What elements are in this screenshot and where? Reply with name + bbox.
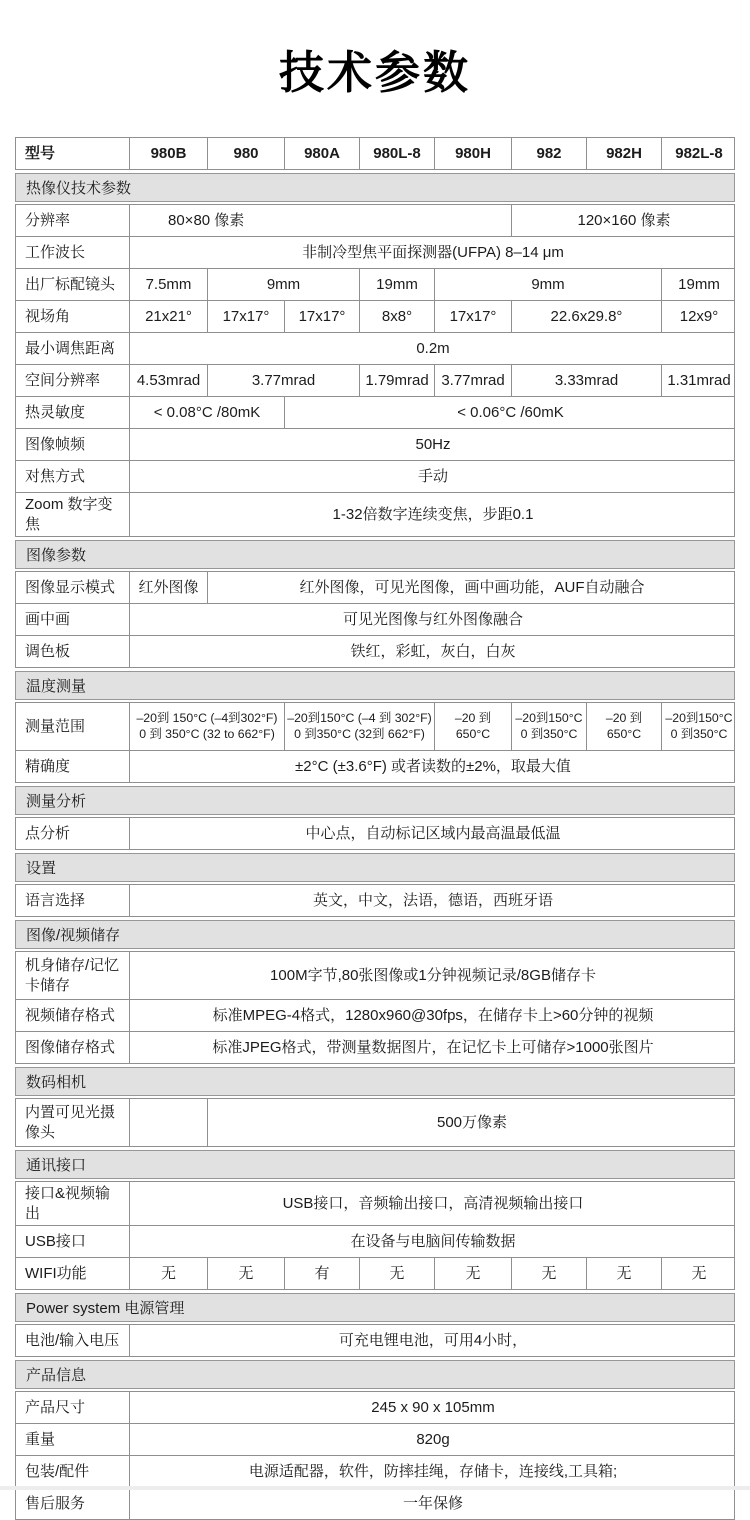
- spec-cell: 无: [359, 1258, 434, 1289]
- bottom-page-strip: [0, 1486, 750, 1490]
- row-label: WIFI功能: [25, 1264, 87, 1282]
- spec-row: [16, 1455, 734, 1487]
- spec-cell: 17x17°: [434, 301, 511, 332]
- model-name: 982L-8: [661, 138, 736, 169]
- spec-block: [15, 951, 735, 1064]
- row-label: 分辨率: [25, 211, 71, 229]
- spec-cell: 有: [284, 1258, 359, 1289]
- spec-cell: 1-32倍数字连续变焦，步距0.1: [129, 493, 736, 536]
- spec-cell: 0.2m: [129, 333, 736, 364]
- spec-cell: 4.53mrad: [129, 365, 207, 396]
- spec-cell: 无: [434, 1258, 511, 1289]
- spec-cell: 8x8°: [359, 301, 434, 332]
- section-header: 图像/视频储存: [15, 920, 735, 949]
- spec-row: [16, 492, 734, 536]
- spec-cell: 可见光图像与红外图像融合: [129, 604, 736, 635]
- spec-cell-line: –20到150°C: [515, 711, 583, 726]
- spec-cell: 19mm: [661, 269, 736, 300]
- spec-cell-line: 0 到350°C: [670, 726, 728, 741]
- section-header: Power system 电源管理: [15, 1293, 735, 1322]
- section-header: 产品信息: [15, 1360, 735, 1389]
- section-header: 温度测量: [15, 671, 735, 700]
- spec-row: [16, 635, 734, 667]
- section-header: 测量分析: [15, 786, 735, 815]
- section-header: 设置: [15, 853, 735, 882]
- spec-cell: 12x9°: [661, 301, 736, 332]
- spec-cell-line: 0 到 350°C (32 to 662°F): [139, 726, 275, 741]
- spec-row: [16, 205, 734, 236]
- spec-row: [16, 396, 734, 428]
- row-label: 热灵敏度: [25, 403, 86, 421]
- spec-row: [16, 1325, 734, 1356]
- spec-cell-line: –20到150°C: [665, 711, 733, 726]
- spec-cell: 手动: [129, 461, 736, 492]
- spec-cell: [129, 1099, 207, 1146]
- spec-row: [16, 364, 734, 396]
- row-label: 售后服务: [25, 1494, 86, 1512]
- section-header: 数码相机: [15, 1067, 735, 1096]
- spec-cell: [284, 703, 434, 750]
- spec-row: [16, 603, 734, 635]
- spec-block: [15, 884, 735, 917]
- spec-row: [16, 1257, 734, 1289]
- spec-row: [16, 460, 734, 492]
- spec-row: [16, 428, 734, 460]
- model-name: 982H: [586, 138, 661, 169]
- spec-cell: 无: [586, 1258, 661, 1289]
- spec-cell: –20 到650°C: [434, 703, 511, 750]
- row-label: 包装/配件: [25, 1462, 90, 1480]
- spec-row: [16, 1423, 734, 1455]
- row-label: 语言选择: [25, 891, 86, 909]
- model-name: 982: [511, 138, 586, 169]
- spec-cell: 7.5mm: [129, 269, 207, 300]
- spec-cell: 无: [129, 1258, 207, 1289]
- section-header: 通讯接口: [15, 1150, 735, 1179]
- spec-cell: 22.6x29.8°: [511, 301, 661, 332]
- spec-row: [16, 268, 734, 300]
- spec-row: [16, 300, 734, 332]
- spec-table: [15, 137, 735, 1520]
- spec-block: [15, 1181, 735, 1290]
- models-header-row: [16, 138, 734, 169]
- row-label: 图像帧频: [25, 435, 86, 453]
- spec-cell: 非制冷型焦平面探测器(UFPA) 8–14 μm: [129, 237, 736, 268]
- spec-row: [16, 1225, 734, 1257]
- spec-cell: 标准JPEG格式，带测量数据图片，在记忆卡上可储存>1000张图片: [129, 1032, 736, 1063]
- page-title: 技术参数: [278, 47, 471, 98]
- spec-row: [16, 952, 734, 999]
- spec-cell-line: 0 到350°C (32到 662°F): [294, 726, 425, 741]
- spec-cell-line: –20到150°C (–4 到 302°F): [287, 711, 432, 726]
- model-name: 980H: [434, 138, 511, 169]
- row-label: 接口&视频输出: [25, 1185, 111, 1222]
- spec-cell: 50Hz: [129, 429, 736, 460]
- spec-cell: 245 x 90 x 105mm: [129, 1392, 736, 1423]
- row-label: 出厂标配镜头: [25, 275, 116, 293]
- row-label: 画中画: [25, 610, 71, 628]
- section-header: 热像仪技术参数: [15, 173, 735, 202]
- spec-cell: 17x17°: [284, 301, 359, 332]
- spec-block: [15, 702, 735, 783]
- row-label: 视频储存格式: [25, 1006, 116, 1024]
- spec-cell: 21x21°: [129, 301, 207, 332]
- spec-cell: 120×160 像素: [511, 205, 736, 236]
- spec-cell: 820g: [129, 1424, 736, 1455]
- spec-cell: 在设备与电脑间传输数据: [129, 1226, 736, 1257]
- spec-cell: 80×80 像素: [129, 205, 511, 236]
- spec-cell: [129, 703, 284, 750]
- spec-cell-line: –20到 150°C (–4到302°F): [136, 711, 278, 726]
- spec-cell: 无: [207, 1258, 284, 1289]
- spec-row: [16, 236, 734, 268]
- model-name: 980B: [129, 138, 207, 169]
- spec-cell: 9mm: [434, 269, 661, 300]
- spec-cell-line: 0 到350°C: [520, 726, 578, 741]
- spec-cell: 电源适配器，软件，防摔挂绳，存储卡，连接线,工具箱;: [129, 1456, 736, 1487]
- spec-row: [16, 1031, 734, 1063]
- spec-cell: 17x17°: [207, 301, 284, 332]
- row-label: 图像显示模式: [25, 578, 116, 596]
- spec-block: [15, 1324, 735, 1357]
- spec-row: [16, 818, 734, 849]
- row-label: 调色板: [25, 642, 71, 660]
- spec-row: [16, 999, 734, 1031]
- row-label: 型号: [25, 144, 56, 162]
- spec-row: [16, 1099, 734, 1146]
- spec-cell: 1.31mrad: [661, 365, 736, 396]
- spec-cell: 500万像素: [207, 1099, 736, 1146]
- row-label: 点分析: [25, 824, 71, 842]
- row-label: 产品尺寸: [25, 1398, 86, 1416]
- row-label: 空间分辨率: [25, 371, 101, 389]
- spec-cell: 一年保修: [129, 1488, 736, 1519]
- spec-block: [15, 204, 735, 537]
- spec-cell: 3.77mrad: [434, 365, 511, 396]
- row-label: 最小调焦距离: [25, 339, 116, 357]
- section-header: 图像参数: [15, 540, 735, 569]
- spec-cell: ±2°C (±3.6°F) 或者读数的±2%，取最大值: [129, 751, 736, 782]
- row-label: 图像储存格式: [25, 1038, 116, 1056]
- row-label: 电池/输入电压: [25, 1331, 120, 1349]
- spec-cell: 可充电锂电池，可用4小时，: [129, 1325, 736, 1356]
- spec-cell: 100M字节,80张图像或1分钟视频记录/8GB储存卡: [129, 952, 736, 999]
- row-label: 精确度: [25, 757, 71, 775]
- spec-cell: –20 到650°C: [586, 703, 661, 750]
- spec-cell: < 0.08°C /80mK: [129, 397, 284, 428]
- spec-row: [16, 750, 734, 782]
- row-label: 测量范围: [25, 717, 86, 735]
- spec-row: [16, 1182, 734, 1225]
- spec-cell: 中心点，自动标记区域内最高温最低温: [129, 818, 736, 849]
- spec-cell: 9mm: [207, 269, 359, 300]
- spec-block: [15, 1098, 735, 1147]
- spec-cell: 3.33mrad: [511, 365, 661, 396]
- spec-cell: 无: [661, 1258, 736, 1289]
- models-header-block: [15, 137, 735, 170]
- row-label: 内置可见光摄像头: [25, 1104, 116, 1141]
- spec-cell: [661, 703, 736, 750]
- spec-cell: 3.77mrad: [207, 365, 359, 396]
- spec-cell: < 0.06°C /60mK: [284, 397, 736, 428]
- spec-block: [15, 571, 735, 668]
- model-name: 980L-8: [359, 138, 434, 169]
- spec-cell: 红外图像，可见光图像，画中画功能，AUF自动融合: [207, 572, 736, 603]
- spec-cell: 标准MPEG-4格式，1280x960@30fps，在储存卡上>60分钟的视频: [129, 1000, 736, 1031]
- row-label: 对焦方式: [25, 467, 86, 485]
- spec-block: [15, 817, 735, 850]
- row-label: 工作波长: [25, 243, 86, 261]
- spec-cell: 红外图像: [129, 572, 207, 603]
- spec-cell: USB接口，音频输出接口，高清视频输出接口: [129, 1182, 736, 1225]
- spec-cell: 无: [511, 1258, 586, 1289]
- spec-row: [16, 1392, 734, 1423]
- spec-row: [16, 332, 734, 364]
- spec-cell: 铁红，彩虹，灰白，白灰: [129, 636, 736, 667]
- spec-table-body: [15, 173, 735, 1520]
- spec-row: [16, 572, 734, 603]
- row-label: Zoom 数字变焦: [25, 496, 113, 533]
- spec-block: [15, 1391, 735, 1520]
- row-label: 机身储存/记忆卡储存: [25, 957, 120, 994]
- spec-row: [16, 1487, 734, 1519]
- spec-row: [16, 885, 734, 916]
- spec-row: [16, 703, 734, 750]
- model-name: 980: [207, 138, 284, 169]
- spec-cell: [511, 703, 586, 750]
- model-name: 980A: [284, 138, 359, 169]
- spec-cell: 1.79mrad: [359, 365, 434, 396]
- row-label: 视场角: [25, 307, 71, 325]
- spec-cell: 19mm: [359, 269, 434, 300]
- row-label: USB接口: [25, 1232, 86, 1250]
- spec-cell: 英文，中文，法语，德语，西班牙语: [129, 885, 736, 916]
- row-label: 重量: [25, 1430, 56, 1448]
